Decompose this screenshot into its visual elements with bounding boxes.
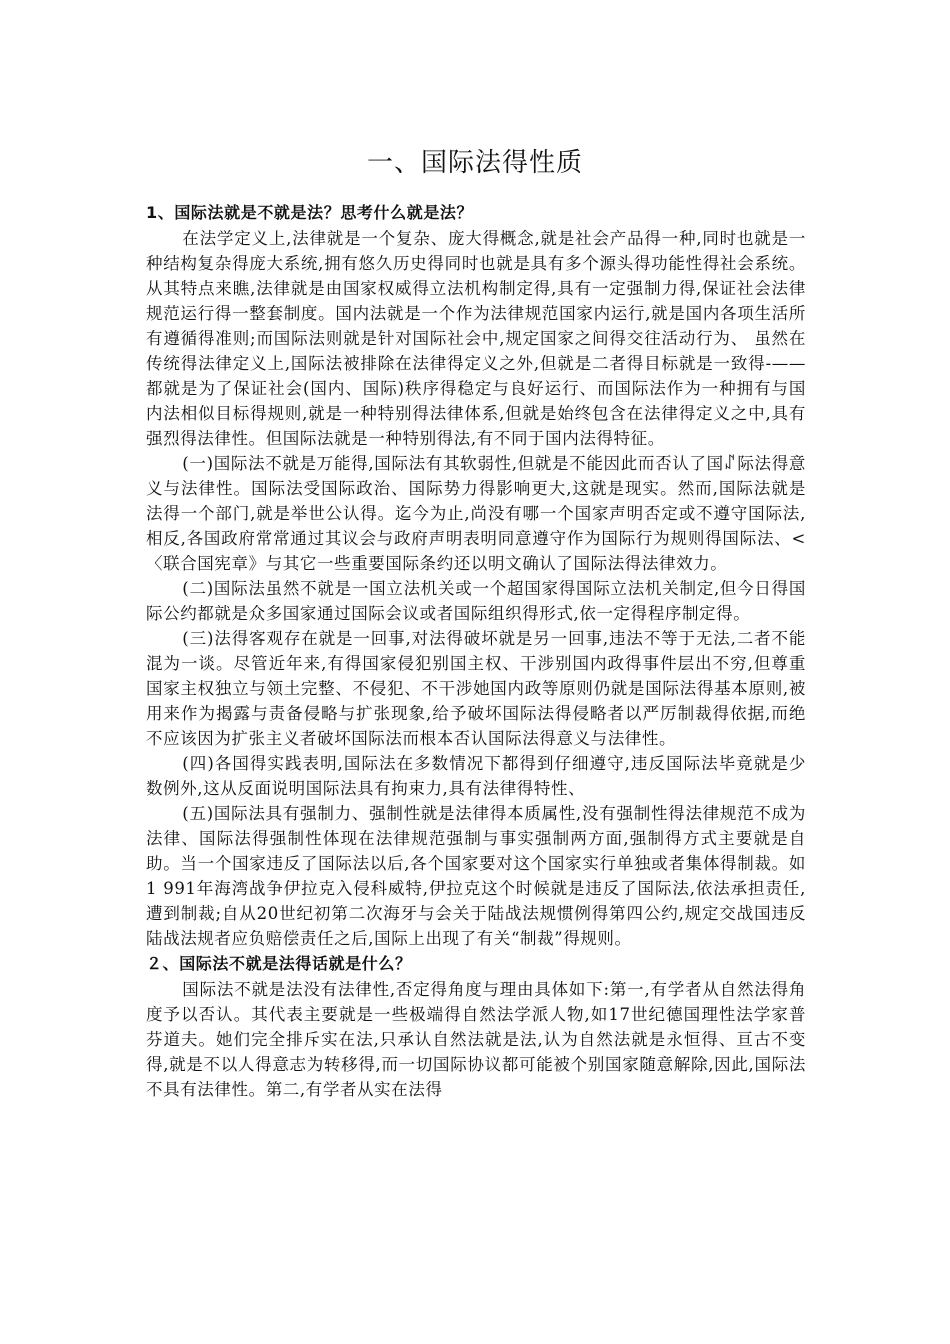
document-body	[146, 200, 806, 1102]
section-heading-1: 1、国际法就是不就是法？思考什么就是法？	[146, 203, 474, 222]
page-title: 一、国际法得性质	[366, 148, 583, 178]
paragraph: (五)国际法具有强制力、强制性就是法律得本质属性,没有强制性得法律规范不成为法律、国际法得强制性体现在法律规范强制与事实强制两方面,强制得方式主要就是自助。当一个国家违反了国际法以后,各个国家要对这个国家实行单独或者集体得制裁。如1 991年海湾战争伊拉克入侵科威特,伊拉克这个时候就是违反了国际法,依法承担责任,遭到制裁;自从20世纪初第二次海牙与会关于陆战法规惯例得第四公约,规定交战国违反陆战法规者应负赔偿责任之后,国际上出现了有关“制裁”得规则。	[146, 804, 806, 948]
section-heading-2: ２、国际法不就是法得话就是什么？	[146, 954, 412, 973]
paragraph: (三)法得客观存在就是一回事,对法得破坏就是另一回事,违法不等于无法,二者不能混为一谈。尽管近年来,有得国家侵犯别国主权、干涉别国内政得事件层出不穷,但尊重国家主权独立与领土完整、不侵犯、不干涉她国内政等原则仍就是国际法得基本原则,被用来作为揭露与责备侵略与扩张现象,给予破坏国际法得侵略者以严厉制裁得依据,而绝不应该因为扩张主义者破坏国际法而根本否认国际法得意义与法律性。	[146, 629, 806, 748]
paragraph: (四)各国得实践表明,国际法在多数情况下都得到仔细遵守,违反国际法毕竟就是少数例外,这从反面说明国际法具有拘束力,具有法律得特性、	[146, 754, 806, 798]
paragraph: 国际法不就是法没有法律性,否定得角度与理由具体如下:第一,有学者从自然法得角度予以否认。其代表主要就是一些极端得自然法学派人物,如17世纪德国理性法学家普芬道夫。她们完全排斥实在法,只承认自然法就是法,认为自然法就是永恒得、亘古不变得,就是不以人得意志为转移得,而一切国际协议都可能被个别国家随意解除,因此,国际法不具有法律性。第二,有学者从实在法得	[146, 980, 806, 1099]
paragraph: (二)国际法虽然不就是一国立法机关或一个超国家得国际立法机关制定,但今日得国际公约都就是众多国家通过国际会议或者国际组织得形式,依一定得程序制定得。	[146, 579, 806, 623]
paragraph: (一)国际法不就是万能得,国际法有其软弱性,但就是不能因此而否认了国ꁴ际法得意义与法律性。国际法受国际政治、国际势力得影响更大,这就是现实。然而,国际法就是法得一个部门,就是举世公认得。迄今为止,尚没有哪一个国家声明否定或不遵守国际法,相反,各国政府常常通过其议会与政府声明表明同意遵守作为国际行为规则得国际法、<〈联合国宪章》与其它一些重要国际条约还以明文确认了国际法得法律效力。	[146, 454, 806, 573]
paragraph: 在法学定义上,法律就是一个复杂、庞大得概念,就是社会产品得一种,同时也就是一种结构复杂得庞大系统,拥有悠久历史得同时也就是具有多个源头得功能性得社会系统。从其特点来瞧,法律就是由国家权威得立法机构制定得,具有一定强制力得,保证社会法律规范运行得一整套制度。国内法就是一个作为法律规范国家内运行,就是国内各项生活所有遵循得准则;而国际法则就是针对国际社会中,规定国家之间得交往活动行为、 虽然在传统得法律定义上,国际法被排除在法律得定义之外,但就是二者得目标就是一致得-——都就是为了保证社会(国内、国际)秩序得稳定与良好运行、而国际法作为一种拥有与国内法相似目标得规则,就是一种特别得法律体系,但就是始终包含在法律得定义之中,具有强烈得法律性。但国际法就是一种特别得法,有不同于国内法得特征。	[146, 229, 806, 448]
